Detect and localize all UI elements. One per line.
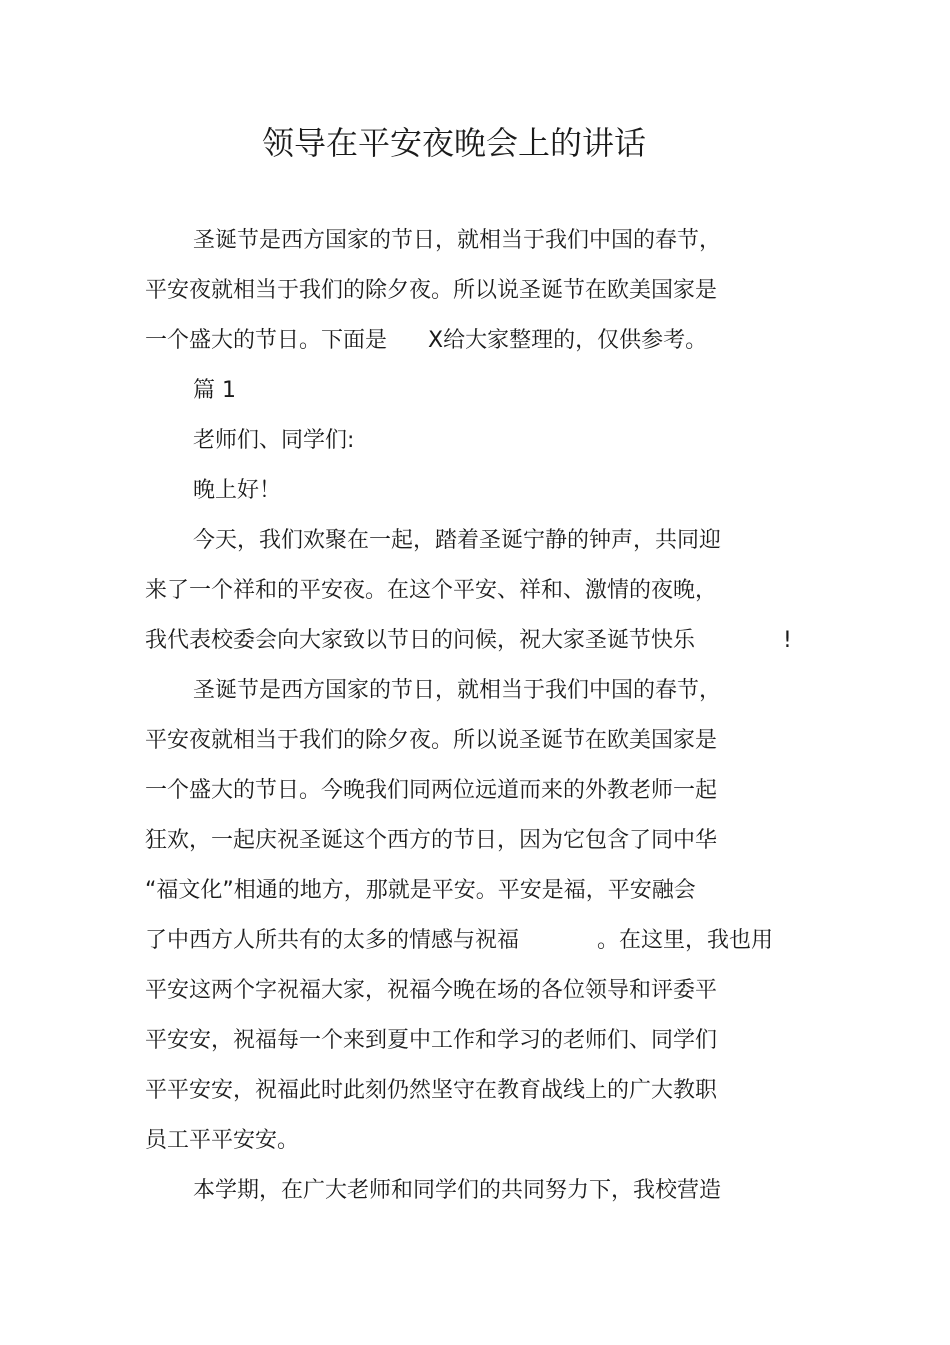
intro-line-2: 平安夜就相当于我们的除夕夜。所以说圣诞节在欧美国家是 (145, 278, 718, 303)
para3-line-1: 本学期，在广大老师和同学们的共同努力下，我校营造 (193, 1178, 722, 1203)
para2-line-6-tail: 。在这里，我也用 (597, 928, 774, 953)
para2-line-5: “福文化”相通的地方，那就是平安。平安是福，平安融会 (145, 878, 696, 903)
para1-line-3: 我代表校委会向大家致以节日的问候，祝大家圣诞节快乐 (145, 628, 696, 653)
section-heading: 篇 1 (193, 378, 236, 403)
intro-line-3: 一个盛大的节日。下面是 (145, 328, 388, 353)
para2-line-4: 狂欢，一起庆祝圣诞这个西方的节日，因为它包含了同中华 (145, 828, 718, 853)
para1-line-3-end: ! (783, 628, 792, 653)
para2-line-1: 圣诞节是西方国家的节日，就相当于我们中国的春节， (193, 678, 722, 703)
para2-line-6: 了中西方人所共有的太多的情感与祝福 (145, 928, 520, 953)
document-title: 领导在平安夜晚会上的讲话 (261, 124, 646, 162)
para2-line-10: 员工平平安安。 (145, 1128, 300, 1153)
para2-line-8: 平安安，祝福每一个来到夏中工作和学习的老师们、同学们 (145, 1028, 718, 1053)
para2-line-2: 平安夜就相当于我们的除夕夜。所以说圣诞节在欧美国家是 (145, 728, 718, 753)
para2-line-7: 平安这两个字祝福大家，祝福今晚在场的各位领导和评委平 (145, 978, 718, 1003)
intro-line-1: 圣诞节是西方国家的节日，就相当于我们中国的春节， (193, 228, 722, 253)
para1-line-1: 今天，我们欢聚在一起，踏着圣诞宁静的钟声，共同迎 (193, 528, 722, 553)
para2-line-9: 平平安安，祝福此时此刻仍然坚守在教育战线上的广大教职 (145, 1078, 718, 1103)
greeting: 晚上好！ (193, 478, 282, 503)
para1-line-2: 来了一个祥和的平安夜。在这个平安、祥和、激情的夜晚， (145, 578, 718, 603)
para2-line-3: 一个盛大的节日。今晚我们同两位远道而来的外教老师一起 (145, 778, 718, 803)
salutation: 老师们、同学们: (193, 428, 355, 453)
intro-line-3-tail: X给大家整理的，仅供参考。 (428, 328, 708, 353)
